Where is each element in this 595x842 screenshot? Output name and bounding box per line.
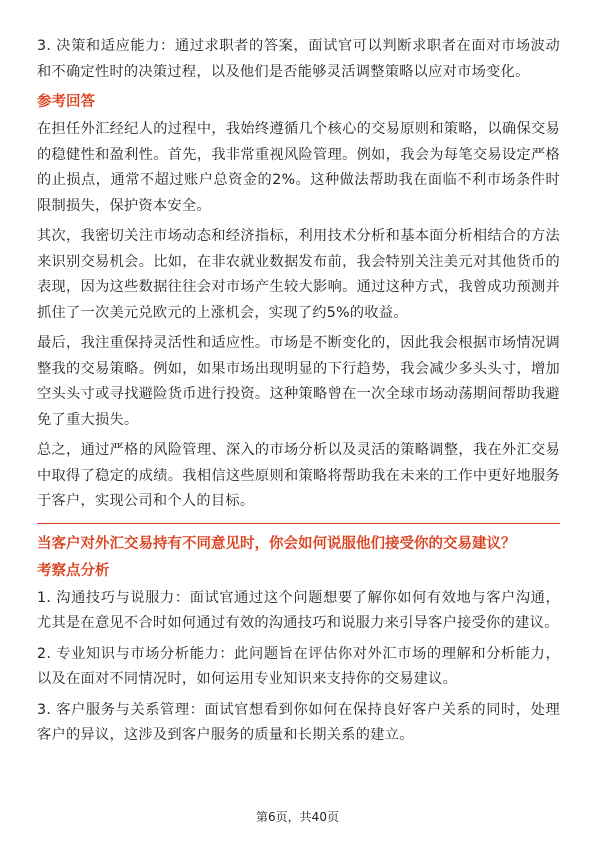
reference-answer-heading: 参考回答 (37, 94, 95, 110)
answer-paragraph: 在担任外汇经纪人的过程中，我始终遵循几个核心的交易原则和策略，以确保交易的稳健性和盈利性。首先，我非常重视风险管理。例如，我会为每笔交易设定严格的止损点，通常不超过账户总资金的2%。这种做法帮助我在面临不利市场条件时限制损失，保护资本安全。 (37, 121, 560, 214)
page-number: 第6页，共40页 (256, 810, 339, 824)
answer-paragraph: 最后，我注重保持灵活性和适应性。市场是不断变化的，因此我会根据市场情况调整我的交易策略。例如，如果市场出现明显的下行趋势，我会减少多头头寸，增加空头头寸或寻找避险货币进行投资。这种策略曾在一次全球市场动荡期间帮助我避免了重大损失。 (37, 335, 560, 428)
analysis-heading: 考察点分析 (37, 562, 110, 579)
answer-paragraph: 总之，通过严格的风险管理、深入的市场分析以及灵活的策略调整，我在外汇交易中取得了稳定的成绩。我相信这些原则和策略将帮助我在未来的工作中更好地服务于客户，实现公司和个人的目标。 (37, 442, 560, 509)
section-divider (37, 523, 560, 524)
interview-question: 当客户对外汇交易持有不同意见时，你会如何说服他们接受你的交易建议？ (37, 535, 516, 552)
analysis-point: 2. 专业知识与市场分析能力：此问题旨在评估你对外汇市场的理解和分析能力，以及在面对不同情况时，如何运用专业知识来支持你的交易建议。 (37, 645, 560, 687)
answer-paragraph: 其次，我密切关注市场动态和经济指标，利用技术分析和基本面分析相结合的方法来识别交易机会。比如，在非农就业数据发布前，我会特别关注美元对其他货币的表现，因为这些数据往往会对市场产生较大影响。通过这种方式，我曾成功预测并抓住了一次美元兑欧元的上涨机会，实现了约5%的收益。 (37, 228, 560, 321)
document-page (37, 34, 560, 754)
analysis-point: 3. 客户服务与关系管理：面试官想看到你如何在保持良好客户关系的同时，处理客户的异议，这涉及到客户服务的质量和长期关系的建立。 (37, 701, 560, 743)
analysis-point: 1. 沟通技巧与说服力：面试官通过这个问题想要了解你如何有效地与客户沟通，尤其是在意见不合时如何通过有效的沟通技巧和说服力来引导客户接受你的建议。 (37, 589, 560, 631)
analysis-point-3: 3. 决策和适应能力：通过求职者的答案，面试官可以判断求职者在面对市场波动和不确定性时的决策过程，以及他们是否能够灵活调整策略以应对市场变化。 (37, 38, 560, 80)
